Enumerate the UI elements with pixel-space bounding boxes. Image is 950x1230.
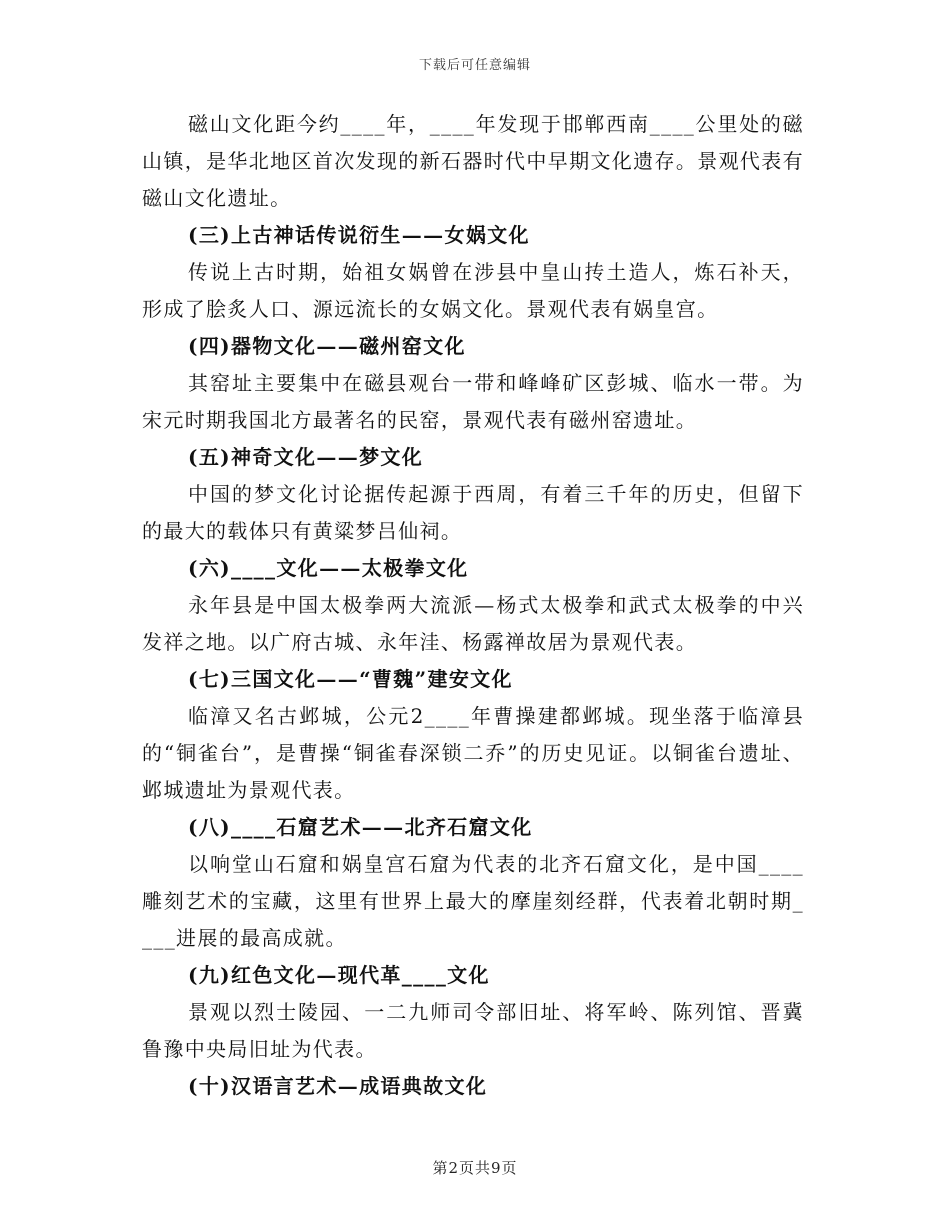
page-header-note: 下载后可任意编辑 (418, 58, 531, 73)
section-heading-8: (八)____石窟艺术——北齐石窟文化 (188, 815, 533, 839)
paragraph-taiji-culture: 永年县是中国太极拳两大流派—杨式太极拳和武式太极拳的中兴发祥之地。以广府古城、永年洼、杨露禅故居为景观代表。 (142, 593, 804, 654)
section-heading-3: (三)上古神话传说衍生——女娲文化 (188, 223, 530, 247)
paragraph-dream-culture: 中国的梦文化讨论据传起源于西周，有着三千年的历史，但留下的最大的载体只有黄粱梦吕仙祠。 (142, 482, 804, 543)
document-body (142, 106, 804, 1105)
paragraph-cizhou-kiln: 其窑址主要集中在磁县观台一带和峰峰矿区彭城、临水一带。为宋元时期我国北方最著名的民窑，景观代表有磁州窑遗址。 (142, 371, 804, 432)
section-heading-4: (四)器物文化——磁州窑文化 (188, 334, 466, 358)
section-heading-7: (七)三国文化——“曹魏”建安文化 (188, 667, 513, 691)
paragraph-grotto-culture: 以响堂山石窟和娲皇宫石窟为代表的北齐石窟文化，是中国____雕刻艺术的宝藏，这里有世界上最大的摩崖刻经群，代表着北朝时期____进展的最高成就。 (142, 852, 804, 950)
paragraph-jian-an-culture: 临漳又名古邺城，公元2____年曹操建都邺城。现坐落于临漳县的“铜雀台”，是曹操“铜雀春深锁二乔”的历史见证。以铜雀台遗址、邺城遗址为景观代表。 (142, 704, 804, 802)
paragraph-red-culture: 景观以烈士陵园、一二九师司令部旧址、将军岭、陈列馆、晋冀鲁豫中央局旧址为代表。 (142, 1000, 804, 1061)
paragraph-cishan-culture: 磁山文化距今约____年，____年发现于邯郸西南____公里处的磁山镇，是华北地区首次发现的新石器时代中早期文化遗存。景观代表有磁山文化遗址。 (142, 112, 804, 210)
page-number: 第2页共9页 (432, 1159, 518, 1177)
section-heading-9: (九)红色文化—现代革____文化 (188, 963, 490, 987)
section-heading-10: (十)汉语言艺术—成语典故文化 (188, 1074, 488, 1098)
section-heading-6: (六)____文化——太极拳文化 (188, 556, 469, 580)
section-heading-5: (五)神奇文化——梦文化 (188, 445, 424, 469)
paragraph-nuwa-culture: 传说上古时期，始祖女娲曾在涉县中皇山抟土造人，炼石补天，形成了脍炙人口、源远流长的女娲文化。景观代表有娲皇宫。 (142, 260, 804, 321)
